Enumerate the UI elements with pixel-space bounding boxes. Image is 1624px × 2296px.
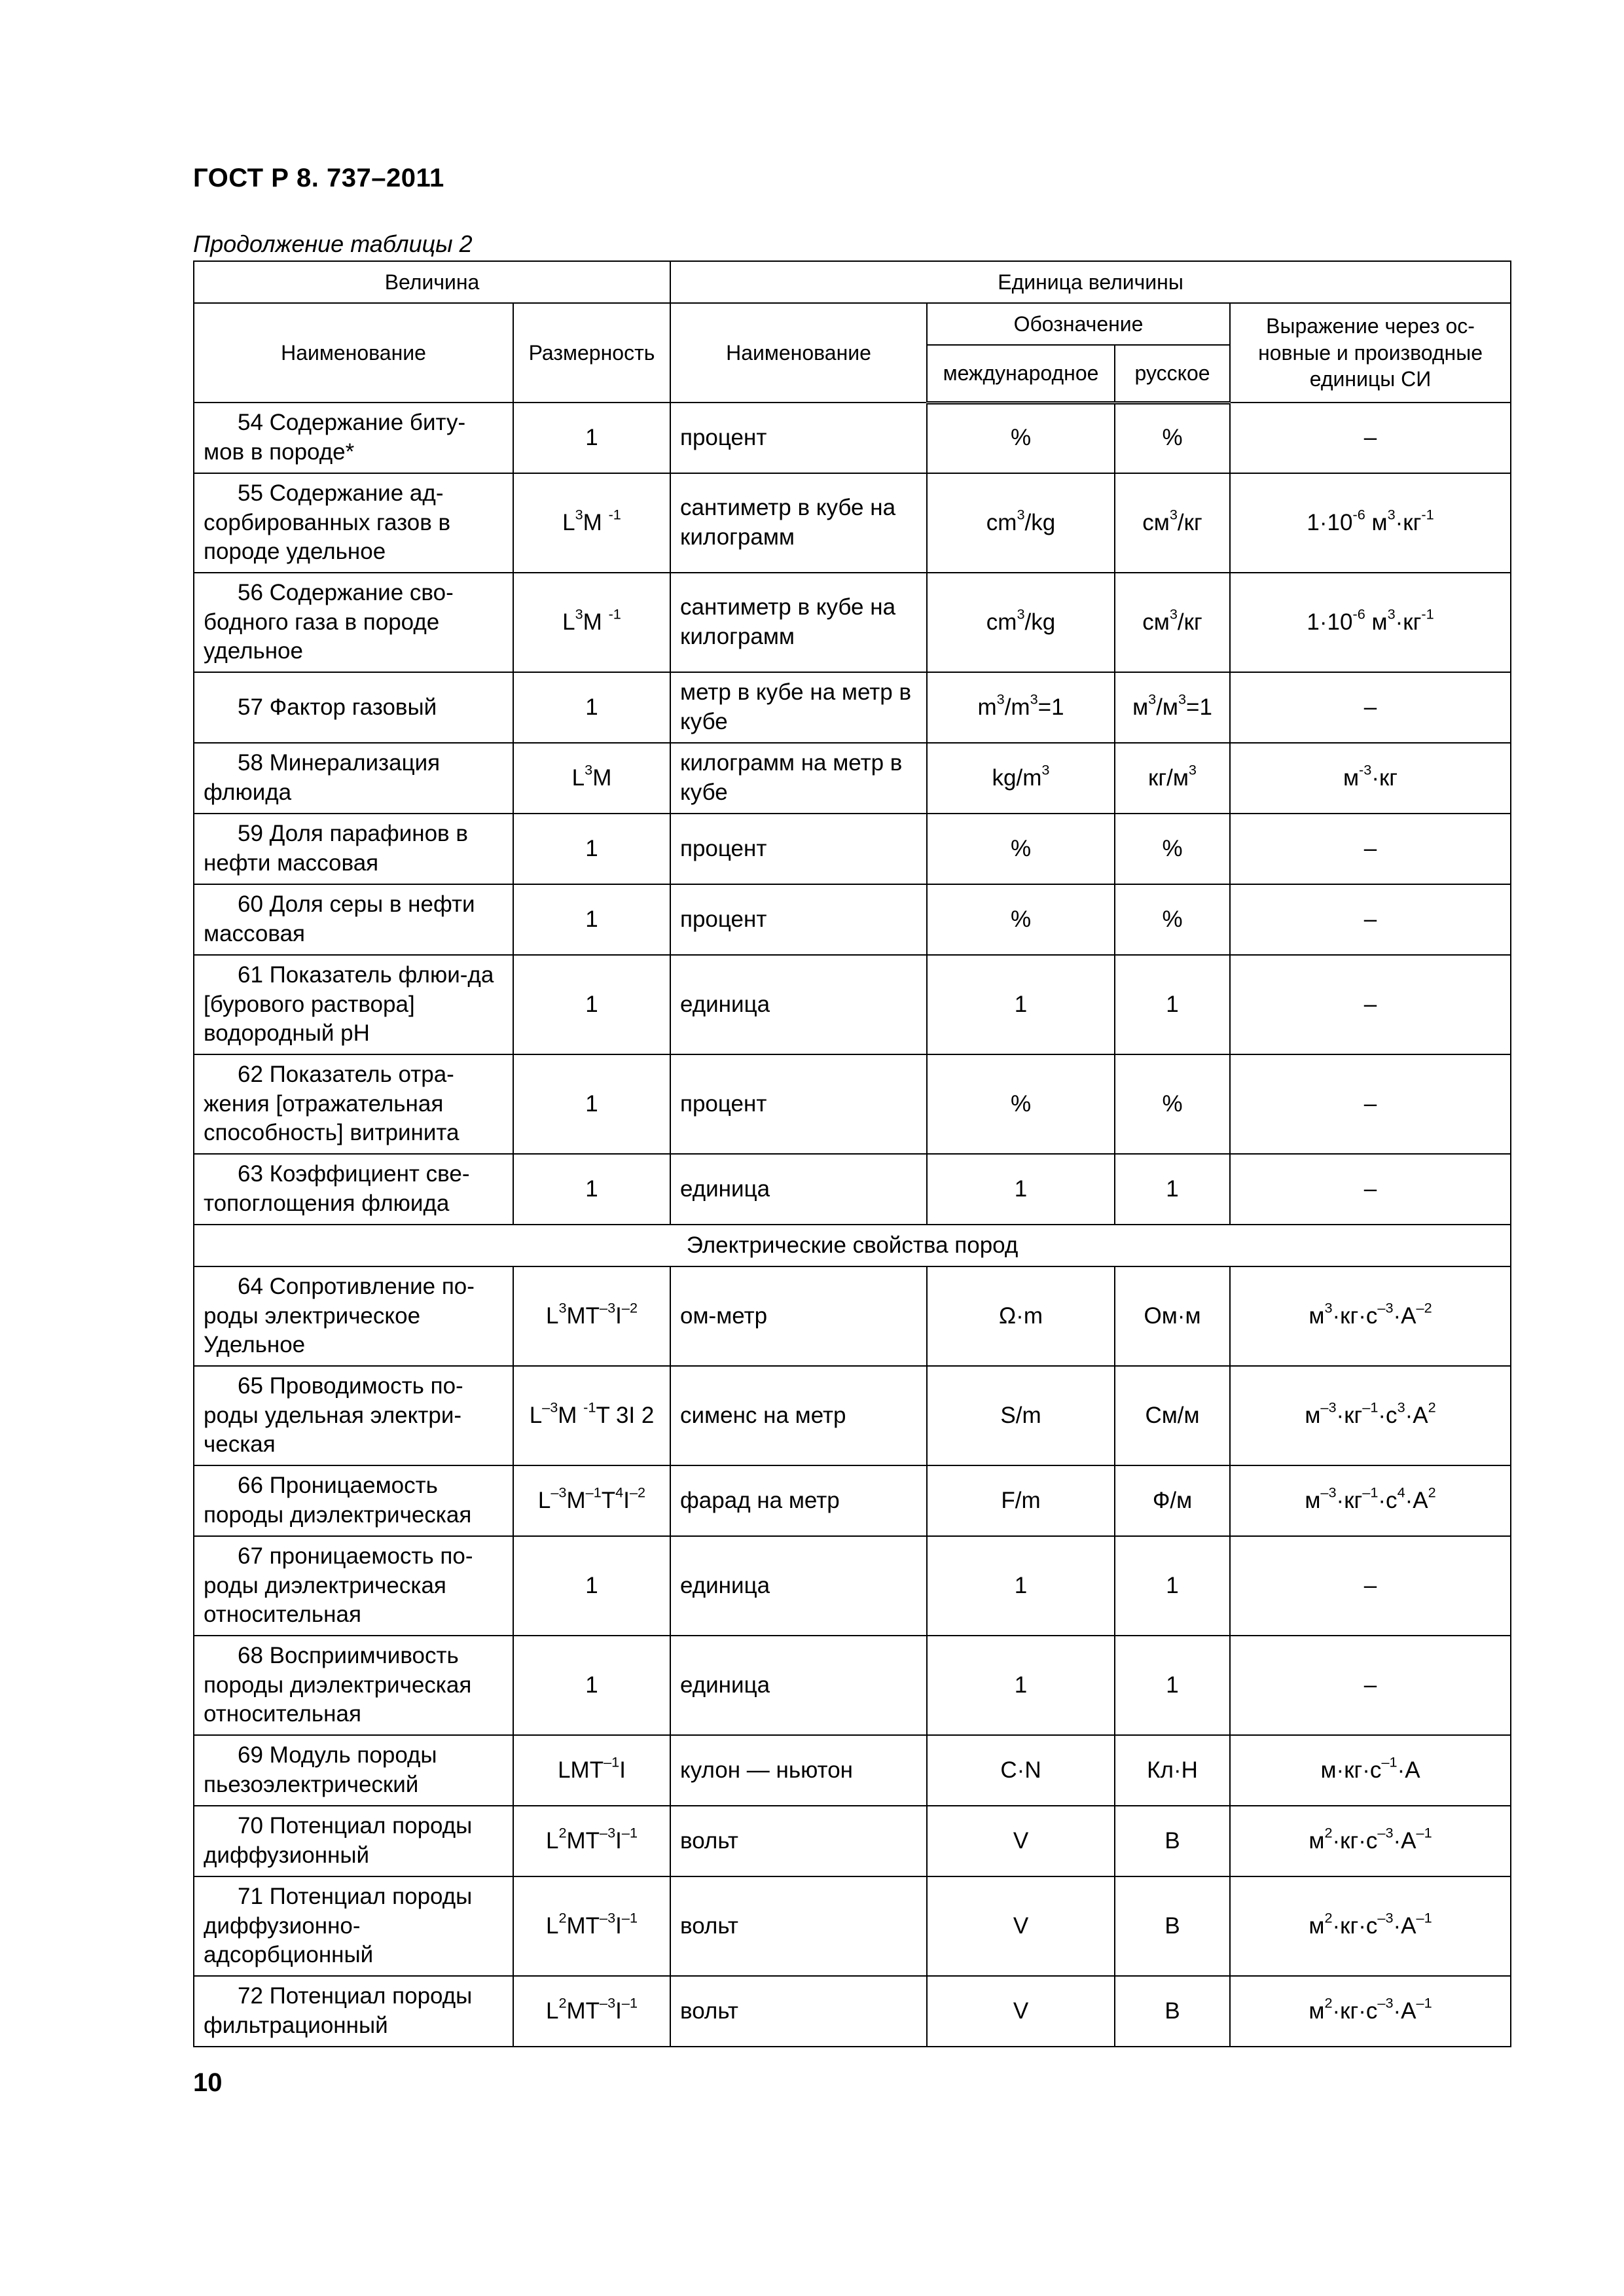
- cell-dimension: $L^2MT^{-3}I^{-1}$: [513, 1976, 670, 2047]
- cell-quantity-name: 54 Содержание биту-мов в породе*: [194, 403, 513, 473]
- cell-unit-name: единица: [670, 1154, 927, 1225]
- cell-international: C·N: [927, 1735, 1115, 1806]
- cell-russian: 1: [1115, 1536, 1230, 1636]
- cell-international: $m^3/m^3=1$: [927, 672, 1115, 743]
- cell-expression: –: [1230, 672, 1511, 743]
- table-row: [194, 1266, 1511, 1366]
- cell-unit-name: сантиметр в кубе на килограмм: [670, 573, 927, 672]
- cell-expression: –: [1230, 814, 1511, 884]
- cell-dimension: 1: [513, 955, 670, 1054]
- section-title: Электрические свойства пород: [194, 1225, 1511, 1266]
- cell-expression: $м^2\cdot кг\cdot с^{-3}\cdot А^{-1}$: [1230, 1806, 1511, 1876]
- cell-quantity-name: 66 Проницаемость породы диэлектрическая: [194, 1465, 513, 1536]
- cell-russian: $см^3/кг$: [1115, 473, 1230, 573]
- cell-quantity-name: 63 Коэффициент све-топоглощения флюида: [194, 1154, 513, 1225]
- cell-unit-name: единица: [670, 955, 927, 1054]
- cell-quantity-name: 62 Показатель отра-жения [отражательная способность] витринита: [194, 1054, 513, 1154]
- cell-unit-name: сименс на метр: [670, 1366, 927, 1465]
- cell-unit-name: процент: [670, 403, 927, 473]
- header-russian: русское: [1115, 345, 1230, 403]
- cell-international: 1: [927, 1536, 1115, 1636]
- cell-international: F/m: [927, 1465, 1115, 1536]
- cell-russian: 1: [1115, 955, 1230, 1054]
- cell-russian: В: [1115, 1806, 1230, 1876]
- cell-expression: $м^{-3}\cdot кг^{-1}\cdot с^4\cdot А^2$: [1230, 1465, 1511, 1536]
- cell-quantity-name: 69 Модуль породы пьезоэлектрический: [194, 1735, 513, 1806]
- table-row: [194, 743, 1511, 814]
- cell-international: 1: [927, 1154, 1115, 1225]
- cell-russian: %: [1115, 1054, 1230, 1154]
- cell-dimension: $L^3M$: [513, 743, 670, 814]
- cell-dimension: 1: [513, 814, 670, 884]
- table-row: [194, 473, 1511, 573]
- cell-quantity-name: 65 Проводимость по-роды удельная электри-ческая: [194, 1366, 513, 1465]
- cell-expression: –: [1230, 955, 1511, 1054]
- cell-expression: –: [1230, 403, 1511, 473]
- table-body: [194, 403, 1511, 2047]
- cell-russian: 1: [1115, 1154, 1230, 1225]
- cell-russian: В: [1115, 1976, 1230, 2047]
- table-row: [194, 1636, 1511, 1735]
- cell-expression: $м^{-3}\cdot кг$: [1230, 743, 1511, 814]
- cell-unit-name: фарад на метр: [670, 1465, 927, 1536]
- cell-russian: %: [1115, 403, 1230, 473]
- cell-international: $cm^3/kg$: [927, 573, 1115, 672]
- cell-international: $cm^3/kg$: [927, 473, 1115, 573]
- table-row: [194, 1976, 1511, 2047]
- cell-quantity-name: 60 Доля серы в нефти массовая: [194, 884, 513, 955]
- cell-international: %: [927, 1054, 1115, 1154]
- header-quantity: Величина: [194, 261, 670, 303]
- cell-unit-name: вольт: [670, 1976, 927, 2047]
- cell-international: S/m: [927, 1366, 1115, 1465]
- document-code: ГОСТ Р 8. 737–2011: [193, 164, 444, 192]
- cell-quantity-name: 56 Содержание сво-бодного газа в породе удельное: [194, 573, 513, 672]
- cell-dimension: 1: [513, 1636, 670, 1735]
- table-row: [194, 1806, 1511, 1876]
- cell-international: %: [927, 814, 1115, 884]
- cell-dimension: 1: [513, 1154, 670, 1225]
- cell-expression: $м^2\cdot кг\cdot с^{-3}\cdot А^{-1}$: [1230, 1976, 1511, 2047]
- header-designation: Обозначение: [927, 303, 1230, 345]
- cell-quantity-name: 55 Содержание ад-сорбированных газов в породе удельное: [194, 473, 513, 573]
- cell-quantity-name: 59 Доля парафинов в нефти массовая: [194, 814, 513, 884]
- table-row: [194, 884, 1511, 955]
- table-row: [194, 1735, 1511, 1806]
- table-row: [194, 672, 1511, 743]
- cell-dimension: 1: [513, 1054, 670, 1154]
- cell-international: Ω·m: [927, 1266, 1115, 1366]
- cell-quantity-name: 64 Сопротивление по-роды электрическое Удельное: [194, 1266, 513, 1366]
- cell-dimension: $L^{-3}M$ $^{-1}$T 3I 2: [513, 1366, 670, 1465]
- section-row: [194, 1225, 1511, 1266]
- cell-russian: В: [1115, 1876, 1230, 1976]
- cell-russian: См/м: [1115, 1366, 1230, 1465]
- cell-international: 1: [927, 1636, 1115, 1735]
- cell-russian: $м^3/м^3=1$: [1115, 672, 1230, 743]
- cell-international: 1: [927, 955, 1115, 1054]
- cell-unit-name: килограмм на метр в кубе: [670, 743, 927, 814]
- header-name: Наименование: [194, 303, 513, 403]
- cell-expression: –: [1230, 884, 1511, 955]
- table-row: [194, 1876, 1511, 1976]
- cell-russian: %: [1115, 814, 1230, 884]
- table-header: [194, 261, 1511, 403]
- cell-expression: $м^{-3}\cdot кг^{-1}\cdot с^3\cdot А^2$: [1230, 1366, 1511, 1465]
- cell-quantity-name: 67 проницаемость по-роды диэлектрическая относительная: [194, 1536, 513, 1636]
- cell-expression: –: [1230, 1536, 1511, 1636]
- cell-expression: $м\cdot кг\cdot с^{-1}\cdot А$: [1230, 1735, 1511, 1806]
- cell-dimension: $L^3M$ $^{-1}$: [513, 473, 670, 573]
- cell-unit-name: процент: [670, 884, 927, 955]
- cell-expression: $м^3\cdot кг\cdot с^{-3}\cdot А^{-2}$: [1230, 1266, 1511, 1366]
- table-row: [194, 1154, 1511, 1225]
- cell-russian: $см^3/кг$: [1115, 573, 1230, 672]
- cell-international: %: [927, 884, 1115, 955]
- cell-unit-name: процент: [670, 1054, 927, 1154]
- cell-expression: $1\cdot 10^{-6}$ $м^3\cdot кг^{-1}$: [1230, 573, 1511, 672]
- cell-quantity-name: 71 Потенциал породы диффузионно-адсорбционный: [194, 1876, 513, 1976]
- cell-quantity-name: 57 Фактор газовый: [194, 672, 513, 743]
- cell-international: $kg/m^3$: [927, 743, 1115, 814]
- cell-expression: –: [1230, 1636, 1511, 1735]
- cell-dimension: $L^{-3}M^{-1}T^4I^{-2}$: [513, 1465, 670, 1536]
- cell-international: V: [927, 1976, 1115, 2047]
- header-international: международное: [927, 345, 1115, 403]
- header-expression: Выражение через ос-новные и производные единицы СИ: [1230, 303, 1511, 403]
- cell-dimension: 1: [513, 672, 670, 743]
- cell-dimension: $LMT^{-1}I$: [513, 1735, 670, 1806]
- cell-dimension: $L^3M$ $^{-1}$: [513, 573, 670, 672]
- cell-dimension: 1: [513, 884, 670, 955]
- cell-dimension: $L^2MT^{-3}I^{-1}$: [513, 1876, 670, 1976]
- cell-russian: 1: [1115, 1636, 1230, 1735]
- table-row: [194, 1536, 1511, 1636]
- table-row: [194, 573, 1511, 672]
- cell-unit-name: вольт: [670, 1876, 927, 1976]
- cell-quantity-name: 70 Потенциал породы диффузионный: [194, 1806, 513, 1876]
- cell-expression: $м^2\cdot кг\cdot с^{-3}\cdot А^{-1}$: [1230, 1876, 1511, 1976]
- cell-russian: Ом·м: [1115, 1266, 1230, 1366]
- cell-quantity-name: 61 Показатель флюи-да [бурового раствора] водородный pH: [194, 955, 513, 1054]
- table-row: [194, 814, 1511, 884]
- cell-quantity-name: 72 Потенциал породы фильтрационный: [194, 1976, 513, 2047]
- table-row: [194, 955, 1511, 1054]
- cell-russian: Кл·Н: [1115, 1735, 1230, 1806]
- cell-dimension: 1: [513, 1536, 670, 1636]
- cell-russian: Ф/м: [1115, 1465, 1230, 1536]
- header-dimension: Размерность: [513, 303, 670, 403]
- cell-unit-name: метр в кубе на метр в кубе: [670, 672, 927, 743]
- cell-expression: –: [1230, 1054, 1511, 1154]
- cell-unit-name: вольт: [670, 1806, 927, 1876]
- cell-unit-name: ом-метр: [670, 1266, 927, 1366]
- page-number: 10: [193, 2068, 223, 2097]
- cell-expression: $1\cdot 10^{-6}$ $м^3\cdot кг^{-1}$: [1230, 473, 1511, 573]
- cell-unit-name: единица: [670, 1536, 927, 1636]
- table-row: [194, 1465, 1511, 1536]
- table-row: [194, 403, 1511, 473]
- cell-expression: –: [1230, 1154, 1511, 1225]
- cell-dimension: 1: [513, 403, 670, 473]
- cell-international: V: [927, 1806, 1115, 1876]
- cell-dimension: $L^2MT^{-3}I^{-1}$: [513, 1806, 670, 1876]
- header-unit-name: Наименование: [670, 303, 927, 403]
- cell-unit-name: кулон — ньютон: [670, 1735, 927, 1806]
- cell-unit-name: процент: [670, 814, 927, 884]
- table-continuation-caption: Продолжение таблицы 2: [193, 230, 473, 257]
- cell-international: V: [927, 1876, 1115, 1976]
- header-unit: Единица величины: [670, 261, 1511, 303]
- cell-quantity-name: 68 Восприимчивость породы диэлектрическая относительная: [194, 1636, 513, 1735]
- table-row: [194, 1366, 1511, 1465]
- units-table: [193, 260, 1511, 2047]
- cell-quantity-name: 58 Минерализация флюида: [194, 743, 513, 814]
- cell-dimension: $L^3MT^{-3}I^{-2}$: [513, 1266, 670, 1366]
- table-row: [194, 1054, 1511, 1154]
- cell-unit-name: единица: [670, 1636, 927, 1735]
- cell-unit-name: сантиметр в кубе на килограмм: [670, 473, 927, 573]
- cell-russian: $кг/м^3$: [1115, 743, 1230, 814]
- cell-russian: %: [1115, 884, 1230, 955]
- cell-international: %: [927, 403, 1115, 473]
